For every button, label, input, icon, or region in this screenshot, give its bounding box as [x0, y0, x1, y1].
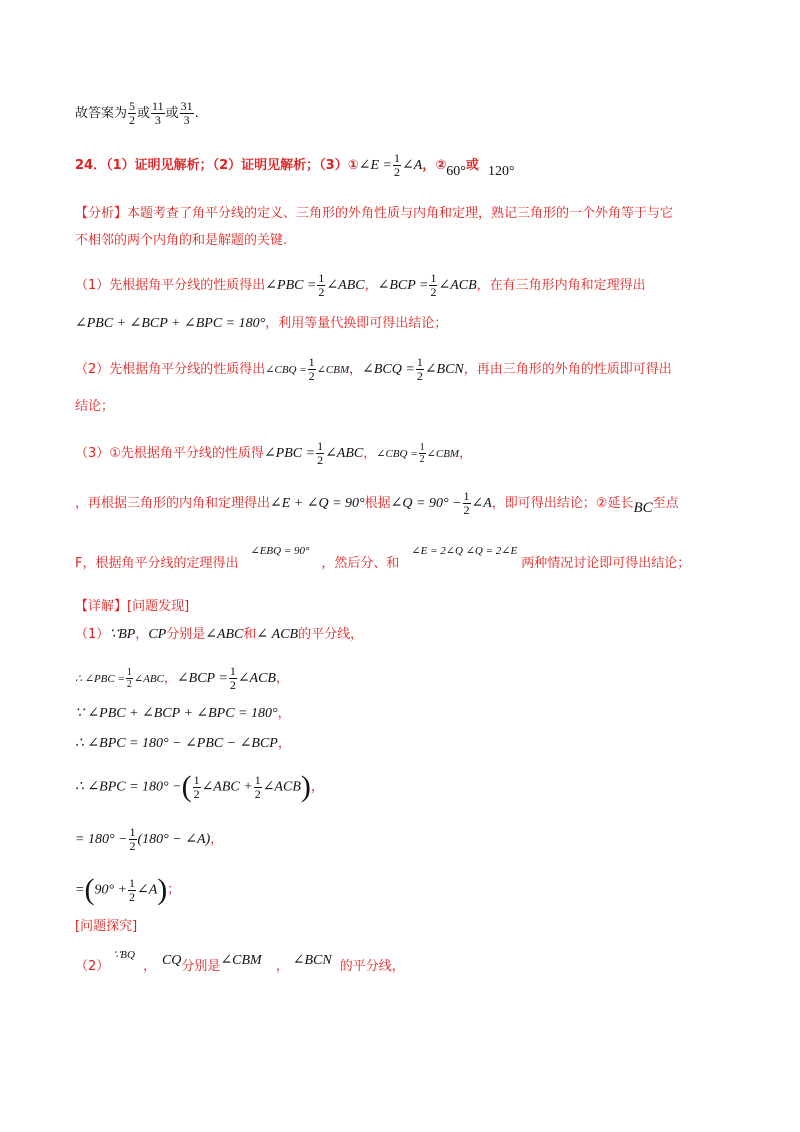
- math-expr: ∠E =: [358, 158, 392, 173]
- angle-value: 60°: [446, 164, 466, 179]
- math-expr: BC: [633, 500, 653, 516]
- numerator: 1: [129, 825, 136, 839]
- numerator: 5: [129, 99, 136, 113]
- fraction: [128, 877, 136, 904]
- math-expr: ∠BCP =: [176, 671, 228, 686]
- math-expr: ∠CBQ =: [265, 364, 307, 376]
- explore-header: [75, 918, 137, 936]
- math-expr: ∠BCN: [424, 362, 464, 377]
- answer-prefix: 故答案为: [75, 106, 128, 121]
- math-expr: ∠ABC +: [201, 779, 253, 795]
- math-expr: ∠ACB: [237, 671, 276, 686]
- comma: ，: [142, 959, 156, 974]
- hint-text: （3）①先根据角平分线的性质得: [75, 446, 264, 461]
- detail-step-1: [75, 626, 363, 644]
- comma: ，: [275, 671, 289, 686]
- comma: ，: [163, 671, 177, 686]
- fraction: [151, 100, 165, 127]
- denominator: 2: [318, 285, 325, 299]
- step-3-hint: [75, 440, 472, 467]
- denominator: 2: [254, 786, 261, 801]
- math-expr: = 180° −: [75, 832, 128, 847]
- step-2-hint-2: [75, 398, 114, 416]
- numerator: 1: [308, 355, 315, 369]
- math-expr: ∠CBM: [426, 448, 460, 460]
- math-expr: ∠PBC =: [265, 278, 317, 293]
- denominator: 3: [183, 113, 190, 127]
- hint-text: （1）先根据角平分线的性质得出: [75, 278, 266, 293]
- fraction: [129, 826, 137, 853]
- math-expr: ∠ABC: [325, 446, 364, 461]
- math-expr: ∠ABC: [133, 673, 164, 685]
- comma: ，: [135, 627, 149, 642]
- comma: ，: [277, 706, 291, 721]
- numerator: 1: [129, 875, 135, 890]
- math-expr: ∠E = 2∠Q ∠Q = 2∠E: [411, 545, 518, 557]
- answer-text: ，②: [422, 158, 447, 173]
- comma: ，: [459, 446, 473, 461]
- step-1-hint: [75, 272, 646, 299]
- analysis-line-2: [75, 232, 287, 250]
- denominator: 2: [229, 678, 236, 692]
- math-expr: ∠E + ∠Q = 90°: [270, 496, 365, 511]
- math-expr: ∠ ACB: [256, 627, 299, 642]
- proof-text: 分别是: [166, 627, 206, 642]
- fraction: [416, 356, 424, 383]
- math-expr: 90° +: [94, 882, 127, 898]
- or-text: 或: [137, 106, 151, 121]
- math-expr: ∠CBQ =: [376, 448, 418, 460]
- step-1-hint-2: [75, 315, 447, 333]
- numerator: 1: [463, 489, 470, 503]
- denominator: 2: [416, 369, 423, 383]
- hint-text: ，然后分、和: [321, 556, 400, 571]
- fraction: [463, 490, 471, 517]
- denominator: 2: [126, 679, 132, 690]
- math-expr: ∴ ∠BPC = 180° −: [75, 779, 182, 795]
- comma: ，: [210, 832, 224, 847]
- math-expr: ∠A: [401, 158, 423, 173]
- math-expr: ∠ABC: [326, 278, 365, 293]
- numerator: 11: [152, 99, 164, 113]
- numerator: 1: [419, 442, 425, 453]
- fraction: [317, 272, 325, 299]
- question-number: 24．: [75, 158, 107, 173]
- comma: ，: [364, 278, 378, 293]
- numerator: 1: [318, 271, 325, 285]
- fraction: [126, 667, 133, 690]
- fraction: [229, 665, 237, 692]
- hint-text: ，即可得出结论；②延长: [491, 496, 634, 511]
- numerator: 31: [180, 99, 193, 113]
- math-expr: ∠BCP =: [377, 278, 429, 293]
- analysis-text: 不相邻的两个内角的和是解题的关键.: [75, 233, 288, 248]
- math-expr: ∠A: [137, 882, 158, 898]
- fraction: [316, 440, 324, 467]
- math-expr: ∴ ∠BPC = 180° − ∠PBC − ∠BCP: [75, 736, 278, 751]
- left-paren: (: [84, 873, 95, 906]
- denominator: 2: [129, 113, 136, 127]
- math-expr: =: [75, 882, 85, 898]
- analysis-line-1: [75, 205, 673, 223]
- denominator: 2: [430, 285, 437, 299]
- hint-text: F，根据角平分线的定理得出: [75, 556, 239, 571]
- math-expr: ∠CBM: [316, 364, 350, 376]
- detail-header: [75, 598, 189, 616]
- denominator: 3: [154, 113, 161, 127]
- math-expr: ∠CBM: [220, 953, 262, 968]
- math-expr: ∠EBQ = 90°: [250, 545, 310, 557]
- fraction: [419, 442, 426, 465]
- step-2-hint: [75, 356, 672, 383]
- denominator: 2: [393, 165, 400, 179]
- proof-text: 的平分线，: [298, 627, 364, 642]
- proof-line: [75, 772, 324, 802]
- proof-line: [75, 735, 291, 753]
- hint-text: ，再由三角形的外角的性质即可得出: [463, 362, 672, 377]
- comma: ，: [349, 362, 363, 377]
- right-paren: ): [300, 770, 311, 803]
- proof-text: 的平分线，: [339, 959, 405, 974]
- math-expr: ∵ ∠PBC + ∠BCP + ∠BPC = 180°: [75, 706, 278, 721]
- fraction: [128, 100, 136, 127]
- step-label: （2）: [75, 959, 110, 974]
- hint-text: ，在有三角形内角和定理得出: [476, 278, 646, 293]
- numerator: 1: [393, 151, 400, 165]
- math-expr: ∠ABC: [205, 627, 244, 642]
- denominator: 2: [317, 453, 324, 467]
- period: .: [194, 106, 199, 121]
- or-text: 或: [465, 158, 479, 173]
- fraction: [393, 152, 401, 179]
- hint-text: （2）先根据角平分线的性质得出: [75, 362, 266, 377]
- math-expr: ∠A: [471, 496, 492, 511]
- fraction: [429, 272, 437, 299]
- math-expr: ∵BQ: [113, 949, 135, 961]
- numerator: 1: [229, 664, 236, 678]
- comma: ，: [310, 779, 324, 795]
- answer-text: （1）证明见解析；（2）证明见解析；（3）①: [106, 158, 359, 173]
- math-expr: CQ: [161, 953, 182, 968]
- numerator: 1: [193, 772, 200, 787]
- proof-line: [75, 875, 180, 905]
- section-heading: [问题探究]: [75, 919, 138, 934]
- left-paren: (: [181, 770, 192, 803]
- angle-value: 120°: [487, 164, 515, 179]
- fraction: [254, 774, 262, 801]
- numerator: 1: [126, 667, 132, 678]
- fraction: [180, 100, 194, 127]
- numerator: 1: [416, 355, 423, 369]
- hint-text: 根据: [364, 496, 391, 511]
- hint-text: 至点: [652, 496, 679, 511]
- fraction: [193, 774, 201, 801]
- proof-text: 分别是: [181, 959, 221, 974]
- analysis-text: 【分析】本题考查了角平分线的定义、三角形的外角性质与内角和定理，熟记三角形的一个外角等于与它: [75, 206, 674, 221]
- hint-text: 两种情况讨论即可得出结论；: [521, 556, 691, 571]
- numerator: 1: [430, 271, 437, 285]
- denominator: 2: [129, 839, 136, 853]
- or-text: 或: [165, 106, 179, 121]
- math-expr: CP: [148, 627, 167, 642]
- answer-24-line: [75, 152, 515, 179]
- math-expr: ∴ ∠PBC =: [75, 673, 125, 685]
- numerator: 1: [254, 772, 261, 787]
- denominator: 2: [129, 889, 135, 904]
- denominator: 2: [193, 786, 200, 801]
- denominator: 2: [463, 503, 470, 517]
- proof-line: [75, 826, 223, 853]
- math-expr: ∠ACB: [438, 278, 477, 293]
- step-label: （1）: [75, 627, 110, 642]
- math-expr: ∠BCN: [292, 953, 332, 968]
- math-expr: ∠ACB: [262, 779, 301, 795]
- comma: ，: [277, 736, 291, 751]
- math-expr: ∵BP: [109, 627, 136, 642]
- semicolon: ；: [167, 882, 181, 898]
- section-heading: 【详解】[问题发现]: [75, 599, 190, 614]
- math-expr: ∠Q = 90° −: [390, 496, 462, 511]
- proof-line: [75, 665, 289, 692]
- numerator: 1: [317, 439, 324, 453]
- comma: ，: [363, 446, 377, 461]
- comma: ，: [275, 959, 289, 974]
- denominator: 2: [419, 454, 425, 465]
- math-expr: ∠BCQ =: [362, 362, 415, 377]
- proof-line: [75, 705, 291, 723]
- math-expr: ∠PBC + ∠BCP + ∠BPC = 180°: [75, 316, 266, 331]
- detail-step-2: [75, 949, 405, 976]
- math-expr: ∠PBC =: [263, 446, 316, 461]
- hint-text: ，利用等量代换即可得出结论；: [265, 316, 448, 331]
- right-paren: ): [157, 873, 168, 906]
- proof-text: 和: [243, 627, 257, 642]
- answer-line: [75, 100, 199, 127]
- hint-text: 结论；: [75, 399, 115, 414]
- fraction: [308, 356, 316, 383]
- math-expr: (180° − ∠A): [137, 832, 211, 847]
- step-3-hint-2: [75, 490, 679, 517]
- denominator: 2: [308, 369, 315, 383]
- hint-text: ，再根据三角形的内角和定理得出: [75, 496, 271, 511]
